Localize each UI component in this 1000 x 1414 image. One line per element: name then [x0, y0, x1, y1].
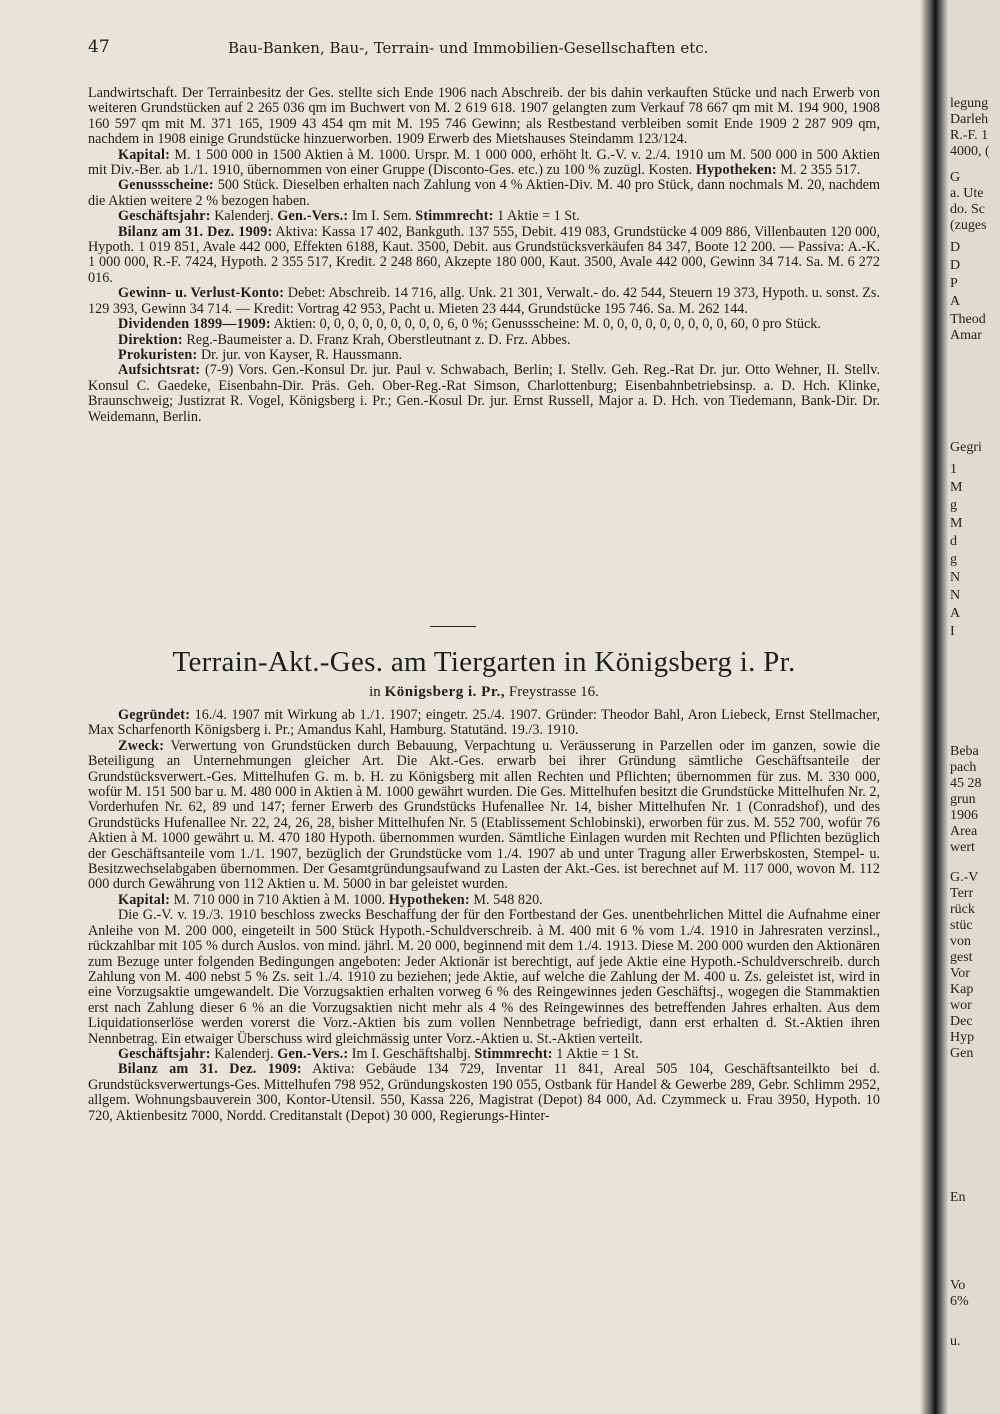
prev-gj-text: Kalenderj. [214, 208, 274, 225]
facing-page-fragment: A [950, 606, 961, 621]
anleihe: Die G.-V. v. 19./3. 1910 beschloss zwecks Beschaffung der für den Fortbestand der Ges. unentbehrlichen Mittel die Aufnahme einer Anleihe von M. 200 000, eingeteilt in 500 Stück Hypoth.-Schuldverschreib. à M. 400 mit 6 % vom 1./4. 1910 in Jahresraten verzinsl., rückzahlbar mit 105 % durch Auslos. von mind. jährl. M. 20 000, beginnend mit dem 1./4. 1913. Diese M. 200 000 wurden den Aktionären zum Bezuge unter folgenden Bedingungen angeboten: Jeder Aktionär ist berechtigt, auf jede Aktie eine Hypoth.-Schuldverschreib. durch Zahlung von M. 400 nebst 5 % Zs. seit 1./4. 1910 zu beziehen; jede Aktie, auf welche die Zahlung der M. 400 u. Zs. geleistet ist, wird in eine Vorzugsaktie umgewandelt. Die Vorzugsaktien erhalten vorweg 6 % des Reingewinnes jeden Geschäftsj., wogegen die Stammaktien erst nach Zahlung dieser 6 % an die Vorzugsaktien nicht mehr als 4 % des Reingewinnes des betreffenden Jahres erhalten. Aus dem Liquidationserlöse werden vorerst die Vorz.-Aktien bis zum vollen Nennbetrage befriedigt, dann erst erhalten d. St.-Aktien ihren Nennbetrag. Ein etwaiger Überschuss wird gleichmässig unter Vorz.-Aktien u. St.-Aktien verteilt. [88, 907, 880, 1047]
facing-page-fragment: stüc [950, 918, 973, 933]
gj-text: Kalenderj. [214, 1045, 274, 1062]
facing-page-fragment: Beba [950, 744, 979, 759]
address-city: Königsberg i. Pr., [384, 684, 506, 700]
prev-dir-label: Direktion: [118, 331, 183, 348]
zweck-label: Zweck: [118, 737, 165, 754]
facing-page-fragment: Vor [950, 966, 970, 981]
facing-page-fragment: Terr [950, 886, 974, 901]
facing-page-fragment: D [950, 240, 961, 255]
prev-dir-text: Reg.-Baumeister a. D. Franz Krah, Oberstleutnant z. D. Frz. Abbes. [186, 331, 571, 348]
facing-page-fragment: R.-F. 1 [950, 128, 989, 143]
facing-page-fragment: a. Ute [950, 186, 984, 201]
facing-page-fragment: M [950, 480, 963, 495]
facing-page-fragment: 1 [950, 462, 957, 477]
page-number: 47 [88, 37, 110, 57]
facing-page-fragment: u. [950, 1334, 961, 1349]
section-divider [430, 626, 476, 627]
prev-bilanz-label: Bilanz am 31. Dez. 1909: [118, 223, 273, 240]
kapital-label: Kapital: [118, 891, 171, 908]
company-title: Terrain-Akt.-Ges. am Tiergarten in Königsberg i. Pr. [172, 646, 796, 678]
kapital-text: M. 710 000 in 710 Aktien à M. 1000. [173, 891, 386, 908]
prev-hypotheken-label: Hypotheken: [695, 162, 777, 179]
facing-page-fragment: N [950, 570, 961, 585]
facing-page-fragment: d [950, 534, 957, 549]
hypotheken-text: M. 548 820. [473, 891, 543, 908]
facing-page-fragment: 1906 [950, 808, 978, 823]
facing-page-fragment: von [950, 934, 971, 949]
prev-genuss-text: 500 Stück. Dieselben erhalten nach Zahlung von 4 % Aktien-Div. M. 40 pro Stück, dann nochmals M. 20, nachdem die Aktien weitere 2 % bezogen haben. [88, 177, 881, 209]
prev-direktion [88, 333, 880, 348]
gegr-text: 16./4. 1907 mit Wirkung ab 1./1. 1907; eingetr. 25./4. 1907. Gründer: Theodor Bahl, Aron Liebeck, Ernst Stellmacher, Max Scharfenorth Königsberg i. Pr.; Amandus Kahl, Hamburg. Statutänd. 19./3. 1910. [88, 707, 880, 739]
prev-gv-label: Gen.-Vers.: [277, 208, 349, 225]
facing-page-fragment: pach [950, 760, 977, 775]
facing-page-fragment: P [950, 276, 958, 291]
bilanz-text: Aktiva: Gebäude 134 729, Inventar 11 841, Areal 505 104, Geschäftsanteilkto bei d. Grundstücksverwertungs-Ges. Mittelhufen 798 952, Gründungskosten 190 055, Ostbank für Handel & Gewerbe 289, Gebr. Schlimm 2952, allgem. Wohnungsbauverein 300, Kontor-Utensil. 550, Kassa 226, Magistrat (Depot) 84 000, Ad. Czymmeck u. Frau 3950, Hypoth. 10 720, Aktienbesitz 7000, Nordd. Creditanstalt (Depot) 30 000, Regierungs-Hinter- [88, 1061, 880, 1124]
geschaeftsjahr [88, 1047, 880, 1062]
prev-bilanz-text: Aktiva: Kassa 17 402, Bankguth. 137 555, Debit. 419 083, Grundstücke 4 009 886, Villenbauten 120 000, Hypoth. 1 019 851, Avale 442 000, Effekten 6188, Kaut. 3500, Debit. aus Grundstücksverkäufen 84 347, Boote 12 200. — Passiva: A.-K. 1 000 000, R.-F. 7424, Hypoth. 2 355 517, Kredit. 2 248 860, Akzepte 180 000, Kaut. 3500, Avale 442 000, Gewinn 34 714. Sa. M. 6 272 016. [88, 223, 881, 286]
facing-page-fragment: Vo [950, 1278, 966, 1293]
prev-company-entry [88, 86, 880, 425]
hypotheken-label: Hypotheken: [388, 891, 470, 908]
prev-stimm-text: 1 Aktie = 1 St. [497, 208, 580, 225]
book-spine-shadow [920, 0, 948, 1414]
facing-page-fragment: Amar [950, 328, 982, 343]
prev-genuss-label: Genussscheine: [118, 177, 214, 194]
facing-page-fragment: Darleh [950, 112, 989, 127]
prev-kapital-text: M. 1 500 000 in 1500 Aktien à M. 1000. Urspr. M. 1 000 000, erhöht lt. G.-V. v. 2./4. 1910 um M. 500 000 in 500 Aktien mit Div.-Ber. ab 1./1. 1910, übernommen von einer Gruppe (Disconto-Ges. etc.) zu 100 % zuzügl. Kosten. [88, 146, 880, 179]
prev-prok-text: Dr. jur. von Kayser, R. Haussmann. [200, 346, 403, 363]
facing-page-fragment: rück [950, 902, 975, 917]
facing-page-fragment: Dec [950, 1014, 973, 1029]
prev-ar-text: (7-9) Vors. Gen.-Konsul Dr. jur. Paul v. Schwabach, Berlin; I. Stellv. Geh. Reg.-Rat Dr. jur. Otto Wehner, II. Stellv. Konsul C. Gaedeke, Eisenbahn-Dir. Präs. Geh. Ober-Reg.-Rat Simson, Charlottenburg; Eisenbahnbetriebsinsp. a. D. Hch. Klinke, Braunschweig; Justizrat R. Vogel, Königsberg i. Pr.; Gen.-Kosul Dr. jur. Ernst Russell, Major a. D. Hch. von Tiedemann, Bank-Dir. Dr. Weidemann, Berlin. [88, 362, 880, 425]
running-title: Bau-Banken, Bau-, Terrain- und Immobilien-Gesellschaften etc. [228, 39, 709, 57]
facing-page-fragment: wert [950, 840, 975, 855]
prev-kapital [88, 148, 880, 179]
prev-kapital-label: Kapital: [118, 146, 171, 163]
zweck [88, 739, 880, 893]
prev-intro: Landwirtschaft. Der Terrainbesitz der Ges. stellte sich Ende 1906 nach Abschreib. der bis dahin verkauften Stücke und nach Erwerb von weiteren Grundstücken auf 2 265 036 qm im Buchwert von M. 2 619 618. 1907 gelangten zum Verkauf 78 667 qm mit M. 194 900, 1908 160 597 qm mit M. 371 165, 1909 43 454 qm mit M. 195 746 Gewinn; als Restbestand verbleiben somit Ende 1909 2 287 909 qm, nachdem in 1908 einige Grundstücke hinzuerworben. 1909 Erwerb des Mietshauses Steindamm 123/124. [88, 85, 880, 148]
prev-div-text: Aktien: 0, 0, 0, 0, 0, 0, 0, 0, 0, 6, 0 %; Genussscheine: M. 0, 0, 0, 0, 0, 0, 0, 0, 0, 60, 0 pro Stück. [273, 316, 821, 333]
facing-page-edge [948, 0, 1000, 1414]
prev-div-label: Dividenden 1899—1909: [118, 316, 271, 333]
prev-genussscheine [88, 178, 880, 209]
facing-page-fragment: do. Sc [950, 202, 985, 217]
gj-label: Geschäftsjahr: [118, 1045, 211, 1062]
facing-page-fragment: A [950, 294, 961, 309]
prev-guv-label: Gewinn- u. Verlust-Konto: [118, 285, 285, 302]
prev-gv-text: Im I. Sem. [351, 208, 412, 225]
facing-page-fragment: I [950, 624, 955, 639]
prev-guv-text: Debet: Abschreib. 14 716, allg. Unk. 21 301, Verwalt.- do. 42 544, Steuern 19 373, Hypoth. u. sonst. Zs. 129 393, Gewinn 34 714. — Kredit: Vortrag 42 953, Pacht u. Mieten 23 444, Grundstücke 195 746. Sa. M. 262 144. [88, 285, 881, 317]
facing-page-fragment: Gen [950, 1046, 974, 1061]
prev-prokuristen [88, 348, 880, 363]
facing-page-fragment: D [950, 258, 961, 273]
kapital [88, 893, 880, 908]
gegr-label: Gegründet: [118, 707, 191, 723]
company-address [88, 684, 880, 701]
facing-page-fragment: 45 28 [950, 776, 982, 791]
facing-page-fragment: (zuges [950, 218, 987, 233]
bilanz [88, 1062, 880, 1124]
bilanz-label: Bilanz am 31. Dez. 1909: [118, 1061, 302, 1078]
facing-page-fragment: G.-V [950, 870, 979, 885]
page-header [88, 37, 878, 59]
prev-ar-label: Aufsichtsrat: [118, 362, 201, 379]
facing-page-fragment: wor [950, 998, 972, 1013]
company-entry [88, 708, 880, 1124]
prev-geschaeftsjahr [88, 209, 880, 224]
facing-page-fragment: Gegri [950, 440, 982, 455]
facing-page-fragment: g [950, 552, 957, 567]
prev-prok-label: Prokuristen: [118, 346, 198, 363]
gegruendet [88, 708, 880, 739]
prev-guv [88, 286, 880, 317]
address-street: Freystrasse 16. [508, 684, 599, 700]
facing-page-fragment: legung [950, 96, 989, 111]
facing-page-fragment: grun [950, 792, 976, 807]
facing-page-fragment: 4000, ( [950, 144, 990, 159]
address-prefix: in [369, 684, 381, 700]
facing-page-fragment: Theod [950, 312, 986, 327]
stimm-text: 1 Aktie = 1 St. [556, 1045, 639, 1062]
facing-page-fragment: g [950, 498, 957, 513]
prev-hypotheken-text: M. 2 355 517. [780, 162, 861, 179]
facing-page-fragment: gest [950, 950, 973, 965]
facing-page-fragment: 6% [950, 1294, 969, 1309]
facing-page-fragment: En [950, 1190, 966, 1205]
prev-bilanz [88, 225, 880, 287]
facing-page-fragment: Area [950, 824, 978, 839]
gv-text: Im I. Geschäftshalbj. [351, 1045, 471, 1062]
stimm-label: Stimmrecht: [474, 1045, 553, 1062]
prev-stimm-label: Stimmrecht: [415, 208, 494, 225]
prev-gj-label: Geschäftsjahr: [118, 208, 211, 225]
facing-page-fragment: G [950, 170, 961, 185]
zweck-text: Verwertung von Grundstücken durch Bebauung, Verpachtung u. Veräusserung in Parzellen oder im ganzen, sowie die Beteiligung an Unternehmungen gleicher Art. Die Akt.-Ges. erwarb bei ihrer Gründung sämtliche Geschäftsanteile der Grundstücksverwert.-Ges. Mittelhufen G. m. b. H. zu Königsberg mit allen Rechten und Pflichten; übernommen für zus. M. 330 000, wofür M. 151 500 bar u. M. 480 000 in Aktien à M. 1000 gewährt wurden. Die Ges. Mittelhufen besitzt die Grundstücke Mittelhufen Nr. 2, Vorderhufen Nr. 62, 89 und 147; ferner Erwerb des Grundstücks Hufenallee Nr. 14, bisher Mittelhufen Nr. 1 (Conradshof), und des Grundstücks Hufenallee Nr. 22, 24, 26, 28, bisher Mittelhufen Nr. 5 (Etablissement Schlobinski), erworben für zus. M. 552 700, wofür 76 Aktien à M. 1000 gewährt u. M. 470 180 Hypoth. übernommen wurden. Sämtliche Einlagen wurden mit Rechten und Pflichten bezüglich der Geschäftsanteile vom 1./1. 1907, bezüglich der Grundstücke vom 1./4. 1907 ab und unter Tragung aller Erwerbskosten, Stempel- u. Besitzwechselabgaben übernommen. Der Gesamtgründungsaufwand zu Lasten der Akt.-Ges. ist berechnet auf M. 117 000, wovon M. 112 000 durch Gewährung von 112 Aktien u. M. 5000 in bar geleistet wurden. [88, 737, 881, 893]
facing-page-fragment: N [950, 588, 961, 603]
facing-page-fragment: Hyp [950, 1030, 975, 1045]
prev-dividenden [88, 317, 880, 332]
gv-label: Gen.-Vers.: [277, 1045, 349, 1062]
facing-page-fragment: Kap [950, 982, 974, 997]
prev-aufsichtsrat [88, 363, 880, 425]
facing-page-fragment: M [950, 516, 963, 531]
